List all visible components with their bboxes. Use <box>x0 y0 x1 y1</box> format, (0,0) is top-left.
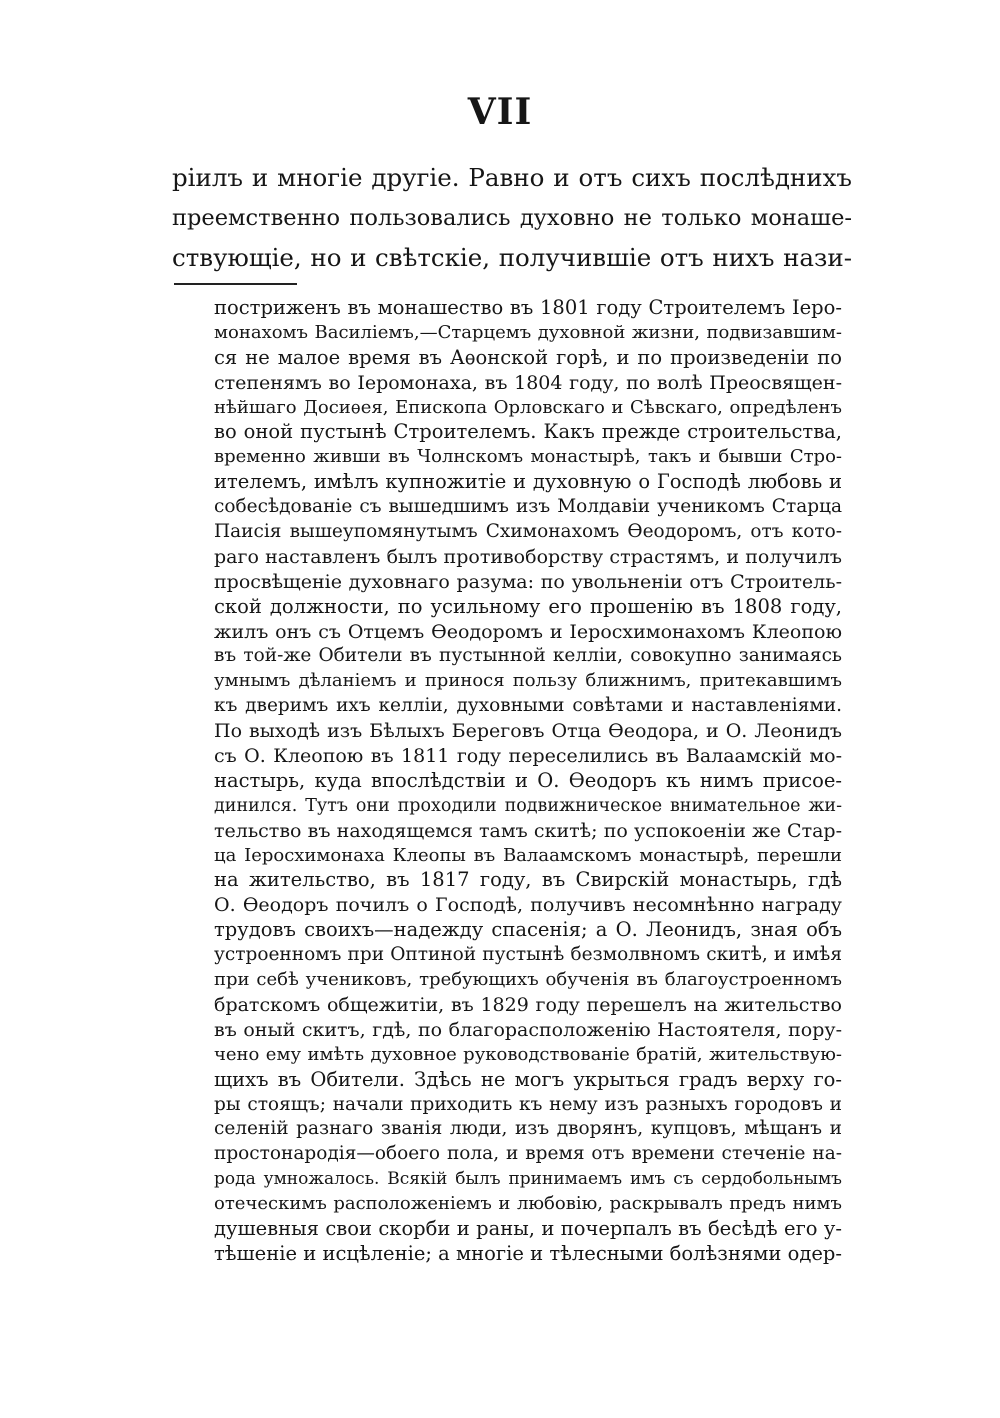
footnote-line: тѣшенiе и исцѣленiе; а многiе и тѣлесными болѣзнями одер- <box>214 1241 842 1265</box>
footnote-line: ры стоящъ; начали приходить къ нему изъ разныхъ городовъ и <box>214 1093 842 1115</box>
footnote-line: рода умножалось. Всякiй былъ принимаемъ имъ съ сердобольнымъ <box>214 1169 842 1190</box>
footnote-line: въ оный скитъ, гдѣ, по благорасположенiю Настоятеля, пору- <box>214 1018 842 1041</box>
footnote-line: умнымъ дѣланiемъ и принося пользу ближнимъ, притекавшимъ <box>214 670 842 692</box>
footnote-line: простонародiя—обоего пола, и время отъ времени стеченiе на- <box>214 1143 842 1165</box>
footnote-line: ителемъ, имѣлъ купножитiе и духовную о Господѣ любовь и <box>214 470 842 494</box>
footnote-line: настырь, куда впослѣдствiи и О. Ѳеодоръ къ нимъ присое- <box>214 768 842 792</box>
footnote-line: съ О. Клеопою въ 1811 году переселились въ Валаамскiй мо- <box>214 745 842 768</box>
footnote-separator-rule <box>174 283 297 285</box>
footnote-line: временно живши въ Чолнскомъ монастырѣ, такъ и бывши Стро- <box>214 446 842 468</box>
footnote-line: ца Iеросхимонаха Клеопы въ Валаамскомъ монастырѣ, перешли <box>214 844 842 866</box>
footnote-line: собесѣдованiе съ вышедшимъ изъ Молдавiи ученикомъ Старца <box>214 496 842 518</box>
footnote-line: братскомъ общежитiи, въ 1829 году перешелъ на жительство <box>214 993 842 1016</box>
footnote-line: По выходѣ изъ Бѣлыхъ Береговъ Отца Ѳеодора, и О. Леонидъ <box>214 720 842 743</box>
footnote-line: во оной пустынѣ Строителемъ. Какъ прежде строительства, <box>214 420 842 444</box>
footnote-line: ской должности, по усильному его прошенiю въ 1808 году, <box>214 594 842 618</box>
footnote-line: къ дверимъ ихъ келлiи, духовными совѣтами и наставленiями. <box>214 695 842 717</box>
footnote-line: степенямъ во Iеромонаха, въ 1804 году, по волѣ Преосвящен- <box>214 371 842 394</box>
footnote-line: душевныя свои скорби и раны, и почерпалъ въ бесѣдѣ его у- <box>214 1216 842 1240</box>
main-text-line: рiилъ и многiе другiе. Равно и отъ сихъ послѣднихъ <box>172 163 852 192</box>
footnote-line: раго наставленъ былъ противоборству страстямъ, и получилъ <box>214 545 842 568</box>
main-text-line: ствующiе, но и свѣтскiе, получившiе отъ нихъ нази- <box>172 243 852 272</box>
footnote-line: чено ему имѣть духовное руководствованiе братiй, жительствую- <box>214 1043 842 1065</box>
footnote-line: Паисiя вышеупомянутымъ Схимонахомъ Ѳеодоромъ, отъ кото- <box>214 521 842 543</box>
footnote-line: при себѣ учениковъ, требующихъ обученiя въ благоустроенномъ <box>214 969 842 991</box>
footnote-line: динился. Тутъ они проходили подвижническое внимательное жи- <box>214 795 842 816</box>
page-number: VII <box>467 91 533 133</box>
footnote-line: жилъ онъ съ Отцемъ Ѳеодоромъ и Iеросхимонахомъ Клеопою <box>214 620 842 643</box>
main-text-line: преемственно пользовались духовно не только монаше- <box>172 205 852 231</box>
main-text <box>172 158 852 278</box>
footnote-line: просвѣщенiе духовнаго разума: по увольненiи отъ Строитель- <box>214 570 842 593</box>
footnote-line: на жительство, въ 1817 году, въ Свирскiй монастырь, гдѣ <box>214 868 842 892</box>
footnote-line: устроенномъ при Оптиной пустынѣ безмолвномъ скитѣ, и имѣя <box>214 944 842 966</box>
footnote-line: тельство въ находящемся тамъ скитѣ; по успокоенiи же Стар- <box>214 819 842 842</box>
footnote-line: ся не малое время въ Аѳонской горѣ, и по произведенiи по <box>214 345 842 369</box>
footnote <box>214 296 842 1267</box>
footnote-line: О. Ѳеодоръ почилъ о Господѣ, получивъ несомнѣнно награду <box>214 894 842 917</box>
footnote-line: постриженъ въ монашество въ 1801 году Строителемъ Iеро- <box>214 296 842 319</box>
footnote-line: трудовъ своихъ—надежду спасенiя; а О. Леонидъ, зная объ <box>214 918 842 942</box>
footnote-line: нѣйшаго Досиѳея, Епископа Орловскаго и Сѣвскаго, опредѣленъ <box>214 396 842 418</box>
footnote-line: щихъ въ Обители. Здѣсь не могъ укрыться градъ верху го- <box>214 1067 842 1091</box>
footnote-line: монахомъ Василiемъ,—Старцемъ духовной жизни, подвизавшим- <box>214 321 842 343</box>
footnote-line: селенiй разнаго званiя люди, изъ дворянъ, купцовъ, мѣщанъ и <box>214 1118 842 1140</box>
footnote-line: отеческимъ расположенiемъ и любовiю, раскрывалъ предъ нимъ <box>214 1193 842 1215</box>
footnote-line: въ той-же Обители въ пустынной келлiи, совокупно занимаясь <box>214 645 842 667</box>
